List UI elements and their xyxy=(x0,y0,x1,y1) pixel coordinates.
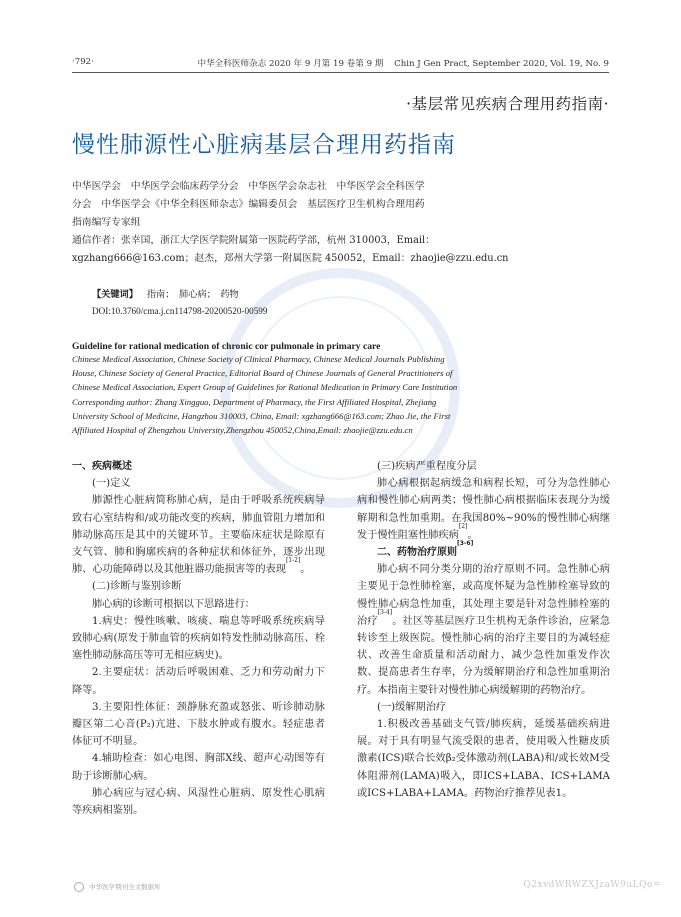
body-paragraph xyxy=(72,664,325,698)
english-author-line: University School of Medicine, Hangzhou 310003, China, Email: xgzhang666@163.com; Zhao Jie, the First xyxy=(72,410,451,421)
english-author-line: Corresponding author: Zhang Xingguo, Department of Pharmacy, the First Affiliated Hospital, Zhejiang xyxy=(72,396,437,407)
keywords-label: 【关键词】 xyxy=(92,289,138,300)
body-paragraph xyxy=(357,475,610,544)
english-title: Guideline for rational medication of chronic cor pulmonale in primary care xyxy=(72,341,381,352)
journal-en: Chin J Gen Pract, September 2020, Vol. 19, No. 9 xyxy=(394,59,609,69)
english-author-line: Chinese Medical Association, Expert Group of Guidelines for Rational Medication in Primary Care Institution xyxy=(72,382,458,393)
paragraph-text: (一)定义 xyxy=(92,478,131,490)
subsection-heading xyxy=(72,475,325,492)
paragraph-text: 肺心病的诊断可根据以下思路进行： xyxy=(92,598,255,610)
database-logo-icon xyxy=(74,882,84,892)
citation-ref[interactable]: [3-6] xyxy=(457,540,474,548)
paragraph-text: 肺心病应与冠心病、风湿性心脏病、原发性心肌病等疾病相鉴别。 xyxy=(72,787,325,817)
citation-ref[interactable]: [3-4] xyxy=(377,608,393,616)
right-column xyxy=(357,458,610,802)
paragraph-tail: 。 xyxy=(467,529,478,541)
footer-watermark-code: Q2xvdWRWZXJzaW9uLQo= xyxy=(523,880,661,890)
running-header xyxy=(197,57,609,69)
footer-logo xyxy=(74,882,161,892)
english-authors xyxy=(72,352,609,437)
paragraph-text: 3.主要阳性体征：颈静脉充盈或怒张、听诊肺动脉瓣区第二心音(P₂)亢进、下肢水肿或有腹水。轻症患者体征可不明显。 xyxy=(72,701,325,748)
author-block xyxy=(72,178,552,268)
body-paragraph xyxy=(72,492,325,578)
paragraph-text: 4.辅助检查：如心电图、胸部X线、超声心动图等有助于诊断肺心病。 xyxy=(72,753,325,782)
body-paragraph xyxy=(357,561,610,699)
subsection-heading xyxy=(357,699,610,716)
paragraph-text: 肺源性心脏病简称肺心病，是由于呼吸系统疾病导致右心室结构和/或功能改变的疾病，肺血管阻力增加和肺动脉高压是其中的关键环节。主要临床症状是除原有支气管、肺和胸廓疾病的各种症状和体征外，逐步出现肺、心功能障碍以及其他脏器功能损害等的表现 xyxy=(72,495,325,576)
body-paragraph xyxy=(72,750,325,784)
paragraph-text: 1.病史：慢性咳嗽、咳痰、喘息等呼吸系统疾病导致肺心病(原发于肺血管的疾病如特发性肺动脉高压、栓塞性肺动脉高压等可无相应病史)。 xyxy=(72,615,325,662)
section-tag: ·基层常见疾病合理用药指南· xyxy=(406,95,609,113)
journal-cn: 中华全科医师杂志 2020 年 9 月第 19 卷第 9 期 xyxy=(197,59,384,69)
paragraph-text: (一)缓解期治疗 xyxy=(377,701,447,713)
subsection-heading xyxy=(357,458,610,475)
paragraph-text: (三)疾病严重程度分层 xyxy=(377,461,477,472)
page-title: 慢性肺源性心脏病基层合理用药指南 xyxy=(72,132,456,158)
english-author-line: Chinese Medical Association, Chinese Society of Clinical Pharmacy, Chinese Medical Journals Publishing xyxy=(72,354,445,364)
footer-logo-text: 中华医学期刊全文数据库 xyxy=(89,883,161,891)
paragraph-text: 1.积极改善基础支气管/肺疾病，延缓基础疾病进展。对于具有明显气流受限的患者，使用吸入性糖皮质激素(ICS)联合长效β₂受体激动剂(LABA)和/或长效M受体阻滞剂(LAMA)吸入，即ICS+LABA、ICS+LAMA或ICS+LABA+LAMA。药物治疗推荐见表1。 xyxy=(357,719,610,799)
paragraph-tail: 。 xyxy=(300,564,311,576)
author-line: 通信作者：张幸国，浙江大学医学院附属第一医院药学部，杭州 310003，Email： xyxy=(72,235,435,246)
body-paragraph xyxy=(72,596,325,613)
paragraph-tail: 。社区等基层医疗卫生机构无条件诊治，应紧急转诊至上级医院。慢性肺心病的治疗主要目的为减轻症状、改善生命质量和活动耐力、减少急性加重发作次数、提高患者生存率，分为缓解期治疗和急性加重期治疗。本指南主要针对慢性肺心病缓解期的药物治疗。 xyxy=(357,615,611,696)
author-line: 分会 中华医学会《中华全科医师杂志》编辑委员会 基层医疗卫生机构合理用药 xyxy=(72,199,425,210)
body-paragraph xyxy=(72,699,325,751)
citation-ref[interactable]: [2] xyxy=(458,522,468,530)
body-paragraph xyxy=(72,785,325,819)
paragraph-text: 肺心病不同分类分期的治疗原则不同。急性肺心病主要见于急性肺栓塞，或高度怀疑为急性肺栓塞导致的慢性肺心病急性加重，其处理主要是针对急性肺栓塞的治疗 xyxy=(357,564,610,627)
body-paragraph xyxy=(357,716,610,802)
english-author-line: Affiliated Hospital of Zhengzhou University,Zhengzhou 450052,China,Email: zhaojie@zzu.edu.cn xyxy=(72,425,413,436)
body-paragraph xyxy=(72,613,325,665)
section-heading xyxy=(357,540,610,561)
paragraph-text: 肺心病根据起病缓急和病程长短，可分为急性肺心病和慢性肺心病两类；慢性肺心病根据临床表现分为缓解期和急性加重期。在我国80%~90%的慢性肺心病继发于慢性阻塞性肺疾病 xyxy=(357,478,610,541)
paragraph-text: 二、药物治疗原则 xyxy=(377,547,457,559)
subsection-heading xyxy=(72,578,325,595)
keywords-text: 指南； 肺心病； 药物 xyxy=(146,289,239,300)
keywords-block xyxy=(92,287,267,319)
doi: DOI:10.3760/cma.j.cn114798-20200520-00599 xyxy=(92,306,268,316)
left-column xyxy=(72,458,325,819)
english-block xyxy=(72,341,609,437)
english-author-line: House, Chinese Society of General Practice, Editorial Board of Chinese Journals of General Practitioners of xyxy=(72,368,453,379)
paragraph-text: (二)诊断与鉴别诊断 xyxy=(92,581,182,593)
author-line: xgzhang666@163.com；赵杰，郑州大学第一附属医院 450052，Email：zhaojie@zzu.edu.cn xyxy=(72,253,509,264)
author-line: 指南编写专家组 xyxy=(72,217,141,228)
paragraph-text: 2.主要症状：活动后呼吸困难、乏力和劳动耐力下降等。 xyxy=(72,667,325,696)
author-line: 中华医学会 中华医学会临床药学分会 中华医学会杂志社 中华医学会全科医学 xyxy=(72,181,425,192)
section-heading xyxy=(72,458,325,475)
citation-ref[interactable]: [1-2] xyxy=(285,557,301,565)
paragraph-text: 一、疾病概述 xyxy=(72,461,132,472)
header-rule xyxy=(72,72,609,73)
page-number: ·792· xyxy=(72,57,94,67)
